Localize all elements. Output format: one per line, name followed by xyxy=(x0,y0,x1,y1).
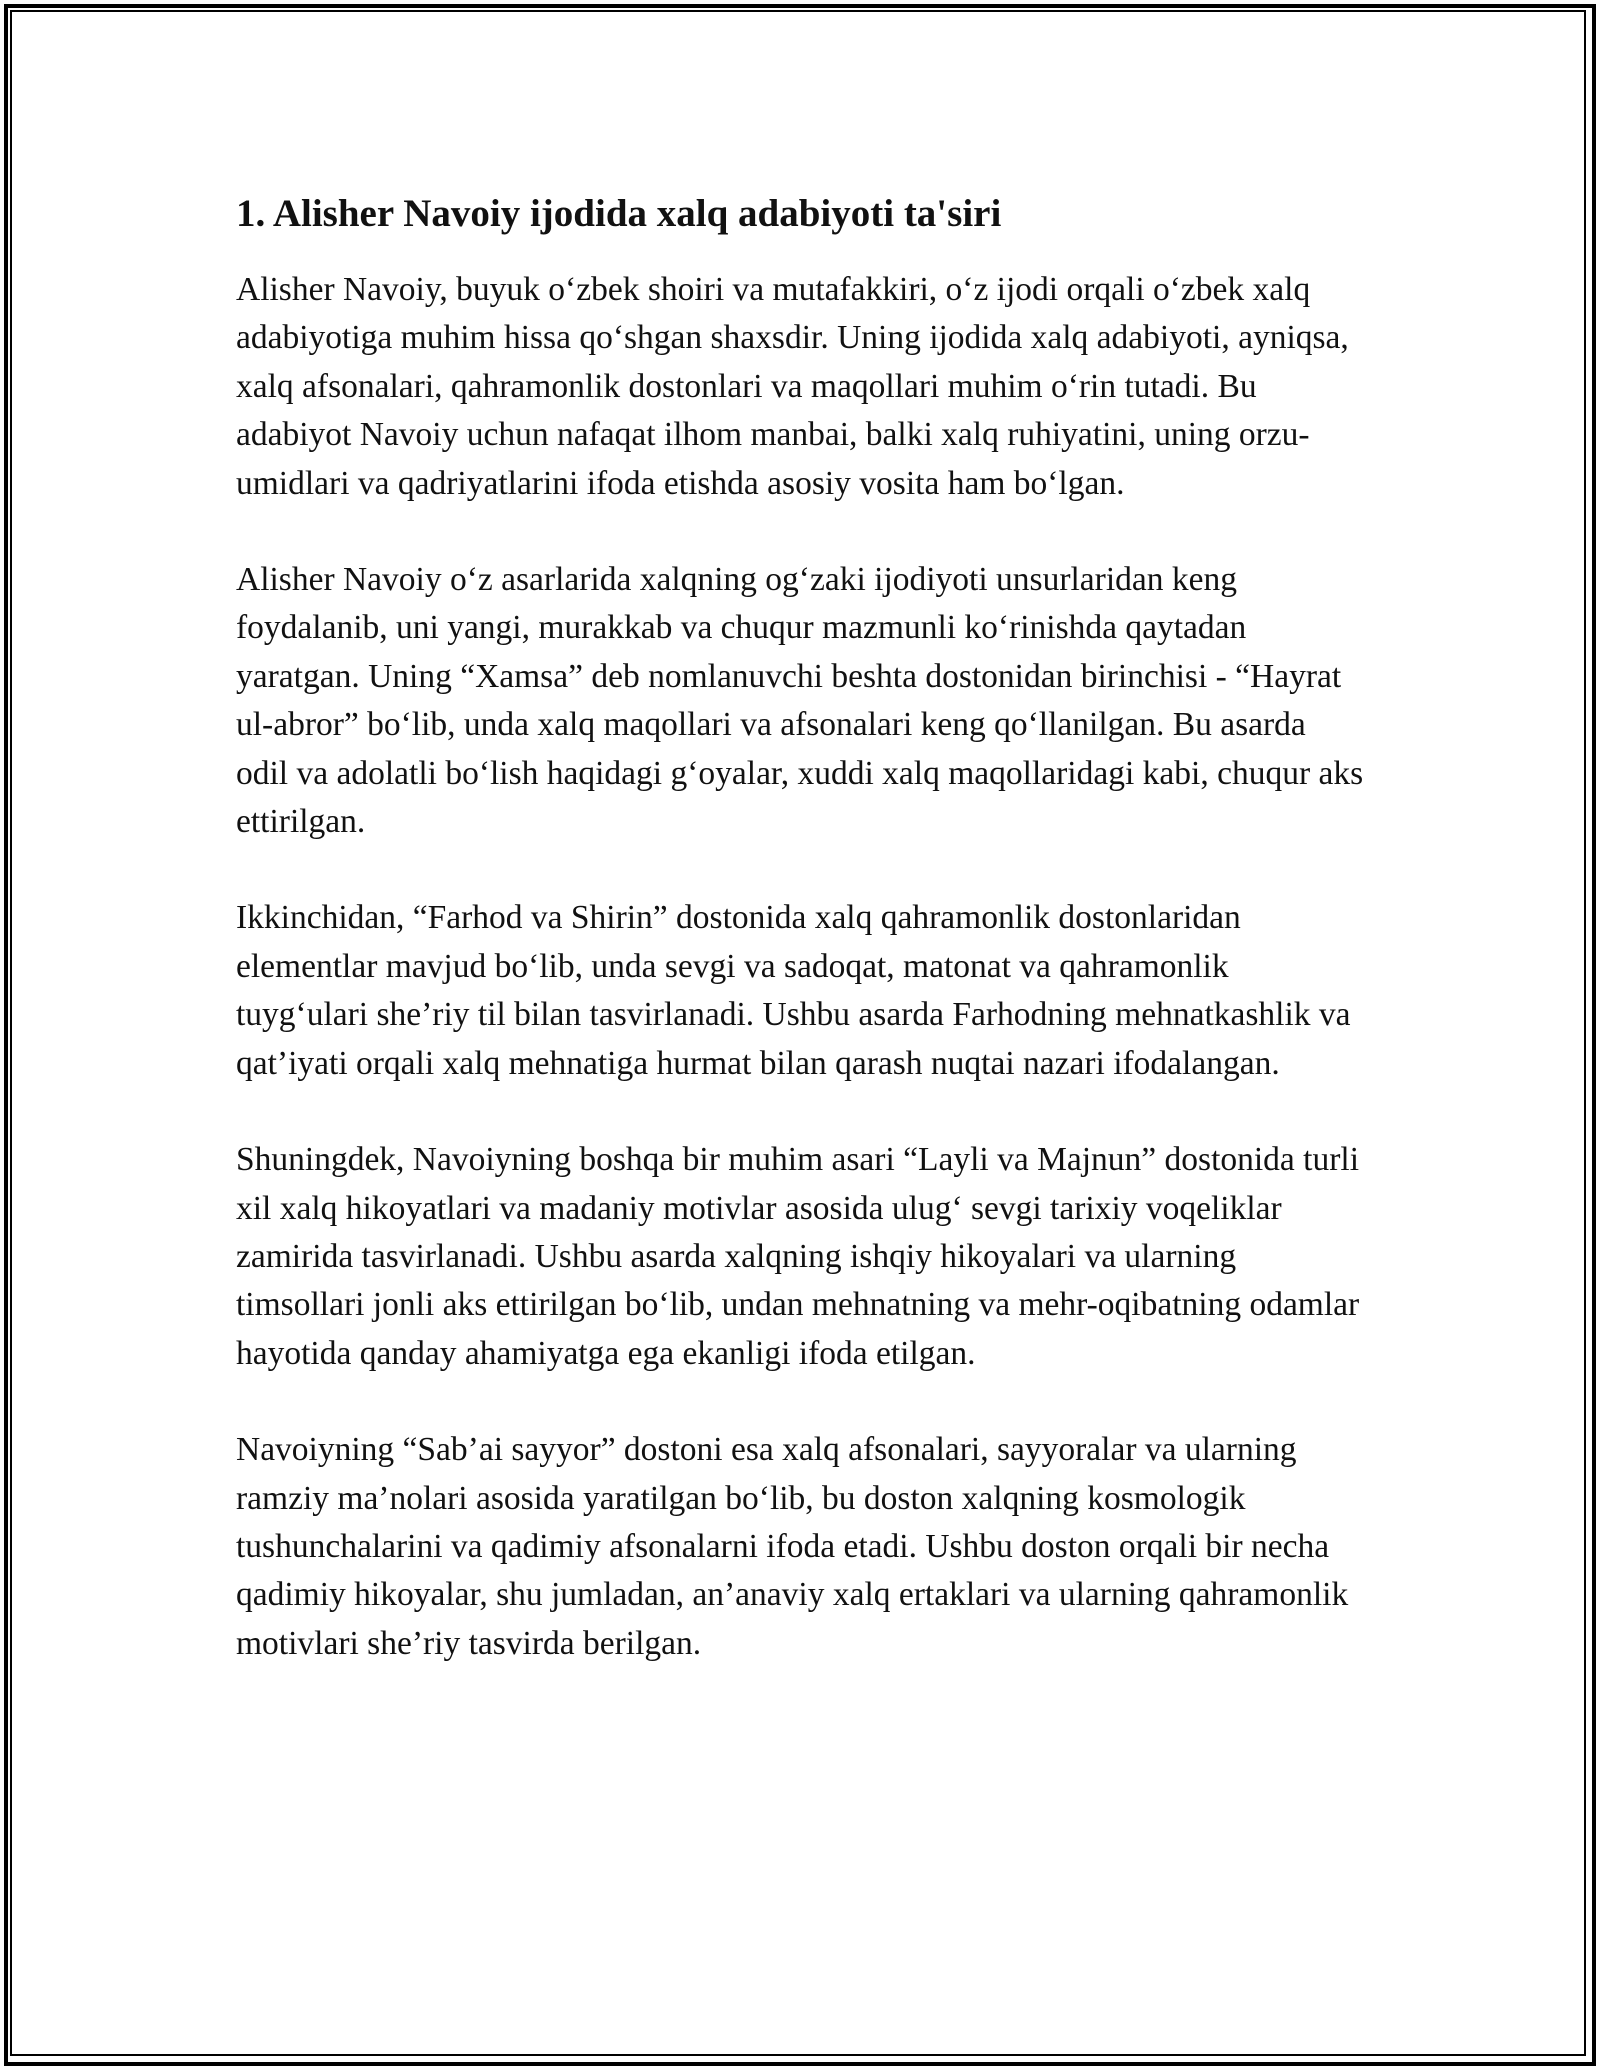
paragraph-3: Ikkinchidan, “Farhod va Shirin” dostonida xalq qahramonlik dostonlaridan elementlar mavjud bo‘lib, unda sevgi va sadoqat, matonat va qahramonlik tuyg‘ulari she’riy til bilan tasvirlanadi. Ushbu asarda Farhodning mehnatkashlik va qat’iyati orqali xalq mehnatiga hurmat bilan qarash nuqtai nazari ifodalangan. xyxy=(236,899,1351,1082)
paragraph-2: Alisher Navoiy o‘z asarlarida xalqning og‘zaki ijodiyoti unsurlaridan keng foydalanib, uni yangi, murakkab va chuqur mazmunli ko‘rinishda qaytadan yaratgan. Uning “Xamsa” deb nomlanuvchi beshta dostonidan birinchisi - “Hayrat ul-abror” bo‘lib, unda xalq maqollari va afsonalari keng qo‘llanilgan. Bu asarda odil va adolatli bo‘lish haqidagi g‘oyalar, xuddi xalq maqollaridagi kabi, chuqur aks ettirilgan. xyxy=(236,561,1364,841)
paragraph-4: Shuningdek, Navoiyning boshqa bir muhim asari “Layli va Majnun” dostonida turli xil xalq hikoyatlari va madaniy motivlar asosida ulug‘ sevgi tarixiy voqeliklar zamirida tasvirlanadi. Ushbu asarda xalqning ishqiy hikoyalari va ularning timsollari jonli aks ettirilgan bo‘lib, undan mehnatning va mehr-oqibatning odamlar hayotida qanday ahamiyatga ega ekanligi ifoda etilgan. xyxy=(236,1141,1360,1372)
paragraph-5: Navoiyning “Sab’ai sayyor” dostoni esa xalq afsonalari, sayyoralar va ularning ramziy ma’nolari asosida yaratilgan bo‘lib, bu doston xalqning kosmologik tushunchalarini va qadimiy afsonalarni ifoda etadi. Ushbu doston orqali bir necha qadimiy hikoyalar, shu jumladan, an’anaviy xalq ertaklari va ularning qahramonlik motivlari she’riy tasvirda berilgan. xyxy=(236,1431,1349,1662)
paragraph-1: Alisher Navoiy, buyuk o‘zbek shoiri va mutafakkiri, o‘z ijodi orqali o‘zbek xalq adabiyotiga muhim hissa qo‘shgan shaxsdir. Uning ijodida xalq adabiyoti, ayniqsa, xalq afsonalari, qahramonlik dostonlari va maqollari muhim o‘rin tutadi. Bu adabiyot Navoiy uchun nafaqat ilhom manbai, balki xalq ruhiyatini, uning orzu-umidlari va qadriyatlarini ifoda etishda asosiy vosita ham bo‘lgan. xyxy=(236,271,1349,502)
document-body xyxy=(236,186,1366,1716)
section-title: 1. Alisher Navoiy ijodida xalq adabiyoti ta'siri xyxy=(236,192,1002,235)
